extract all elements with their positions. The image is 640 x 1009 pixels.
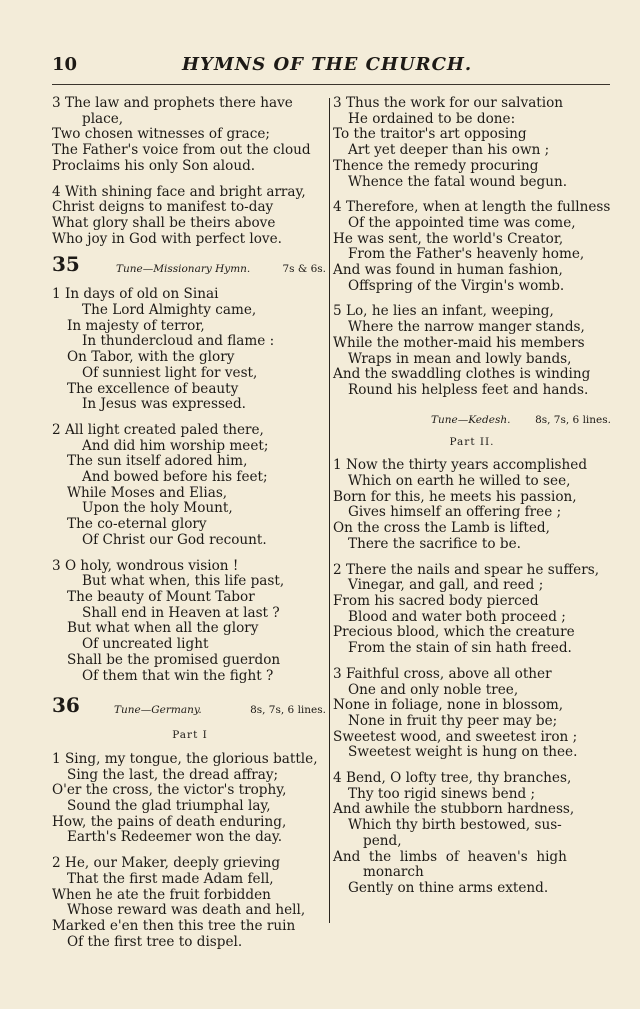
- verse-line: Who joy in God with perfect love.: [52, 230, 282, 247]
- verse-line: Of the appointed time was come,: [348, 214, 576, 231]
- verse-line: From the Father's heavenly home,: [348, 246, 585, 263]
- verse-line: Gently on thine arms extend.: [348, 879, 549, 896]
- verse-line: Gives himself an offering free ;: [348, 504, 562, 521]
- verse-line: O'er the cross, the victor's trophy,: [52, 782, 287, 799]
- verse-line: And bowed before his feet;: [82, 469, 268, 486]
- verse-line: He ordained to be done:: [348, 110, 516, 127]
- stanza: [52, 752, 328, 846]
- meter: 7s & 6s.: [282, 263, 326, 276]
- page-header: [52, 54, 610, 78]
- verse-line: That the first made Adam fell,: [67, 870, 274, 887]
- tune-heading: [333, 413, 611, 431]
- verse-line: In Jesus was expressed.: [82, 396, 246, 413]
- verse-line: Thy too rigid sinews bend ;: [348, 785, 536, 802]
- tune-name: Tune—Kedesh.: [431, 413, 511, 426]
- stanza: [333, 667, 611, 761]
- verse-line: The Lord Almighty came,: [82, 302, 257, 319]
- verse-line: Shall end in Heaven at last ?: [82, 604, 280, 621]
- verse-line: Of Christ our God recount.: [82, 531, 267, 548]
- verse-line: In majesty of terror,: [67, 317, 205, 334]
- verse-line: On the cross the Lamb is lifted,: [333, 520, 550, 537]
- verse-line: Wraps in mean and lowly bands,: [348, 350, 572, 367]
- verse-line: And the swaddling clothes is winding: [333, 366, 591, 383]
- verse-line: Offspring of the Virgin's womb.: [348, 277, 565, 294]
- right-column: [333, 96, 611, 907]
- verse-line: Art yet deeper than his own ;: [348, 142, 550, 159]
- stanza: [52, 185, 328, 248]
- stanza: [333, 200, 611, 294]
- verse-line: Thence the remedy procuring: [333, 157, 539, 174]
- verse-line: The beauty of Mount Tabor: [67, 588, 255, 605]
- verse-line: Two chosen witnesses of grace;: [52, 126, 270, 143]
- verse-line: What glory shall be theirs above: [52, 214, 276, 231]
- stanza: [333, 771, 611, 897]
- verse-line: Earth's Redeemer won the day.: [67, 829, 283, 846]
- verse-line: Whence the fatal wound begun.: [348, 173, 568, 190]
- stanza: [52, 96, 328, 175]
- verse-line: None in fruit thy peer may be;: [348, 712, 558, 729]
- verse-line: 3 O holy, wondrous vision !: [52, 557, 239, 574]
- verse-line: Of the first tree to dispel.: [67, 933, 243, 950]
- verse-line: 2 He, our Maker, deeply grieving: [52, 855, 281, 872]
- verse-line: Sweetest wood, and sweetest iron ;: [333, 728, 578, 745]
- verse-line: Sweetest weight is hung on thee.: [348, 744, 578, 761]
- verse-line: Christ deigns to manifest to-day: [52, 199, 274, 216]
- verse-line: Which thy birth bestowed, sus-: [348, 817, 562, 834]
- verse-line: 2 All light created paled there,: [52, 421, 264, 438]
- verse-line: Whose reward was death and hell,: [67, 902, 306, 919]
- verse-line: 5 Lo, he lies an infant, weeping,: [333, 303, 554, 320]
- tune-name: Tune—Germany.: [114, 704, 202, 717]
- verse-line: Sound the glad triumphal lay,: [67, 798, 271, 815]
- verse-line: 4 Therefore, when at length the fullness: [333, 199, 611, 216]
- tune-name: Tune—Missionary Hymn.: [116, 263, 251, 276]
- verse-line: And was found in human fashion,: [333, 262, 563, 279]
- verse-line: 2 There the nails and spear he suffers,: [333, 561, 600, 578]
- verse-line: monarch: [363, 864, 424, 881]
- verse-line: Sing the last, the dread affray;: [67, 766, 279, 783]
- stanza: [52, 559, 328, 685]
- verse-line: From the stain of sin hath freed.: [348, 640, 572, 657]
- stanza: [333, 96, 611, 190]
- verse-line: Round his helpless feet and hands.: [348, 381, 589, 398]
- hymn-number: 35: [52, 252, 80, 277]
- header-rule: [52, 84, 610, 85]
- verse-line: Which on earth he willed to see,: [348, 473, 571, 490]
- hymn-number: 36: [52, 693, 80, 718]
- verse-line: Of them that win the fight ?: [82, 667, 274, 684]
- running-title: HYMNS OF THE CHURCH.: [182, 54, 473, 75]
- part-label: Part II.: [449, 435, 495, 448]
- verse-line: 1 In days of old on Sinai: [52, 286, 219, 303]
- verse-line: On Tabor, with the glory: [67, 349, 235, 366]
- hymn-heading: [52, 693, 328, 722]
- verse-line: pend,: [363, 832, 402, 849]
- verse-line: While Moses and Elias,: [67, 484, 228, 501]
- verse-line: When he ate the fruit forbidden: [52, 886, 271, 903]
- stanza: [52, 287, 328, 413]
- verse-line: 3 Faithful cross, above all other: [333, 665, 552, 682]
- verse-line: The Father's voice from out the cloud: [52, 142, 311, 159]
- verse-line: To the traitor's art opposing: [333, 126, 527, 143]
- verse-line: Where the narrow manger stands,: [348, 319, 585, 336]
- verse-line: 1 Now the thirty years accomplished: [333, 457, 588, 474]
- verse-line: And awhile the stubborn hardness,: [333, 801, 575, 818]
- verse-line: How, the pains of death enduring,: [52, 813, 287, 830]
- verse-line: Precious blood, which the creature: [333, 624, 575, 641]
- verse-line: Marked e'en then this tree the ruin: [52, 917, 296, 934]
- verse-line: Vinegar, and gall, and reed ;: [348, 577, 544, 594]
- verse-line: And did him worship meet;: [82, 437, 269, 454]
- verse-line: None in foliage, none in blossom,: [333, 697, 564, 714]
- verse-line: But what when all the glory: [67, 620, 259, 637]
- verse-line: Upon the holy Mount,: [82, 500, 233, 517]
- verse-line: And the limbs of heaven's high: [333, 848, 567, 865]
- verse-line: There the sacrifice to be.: [348, 535, 521, 552]
- meter: 8s, 7s, 6 lines.: [535, 413, 611, 426]
- verse-line: Proclaims his only Son aloud.: [52, 157, 256, 174]
- stanza: [333, 563, 611, 657]
- verse-line: 1 Sing, my tongue, the glorious battle,: [52, 750, 318, 767]
- left-column: [52, 96, 328, 960]
- verse-line: 4 With shining face and bright array,: [52, 183, 306, 200]
- verse-line: While the mother-maid his members: [333, 334, 585, 351]
- verse-line: 3 The law and prophets there have: [52, 95, 293, 111]
- verse-line: The excellence of beauty: [67, 380, 239, 397]
- verse-line: He was sent, the world's Creator,: [333, 230, 564, 247]
- meter: 8s, 7s, 6 lines.: [250, 704, 326, 717]
- verse-line: Blood and water both proceed ;: [348, 608, 566, 625]
- part-label: Part I: [172, 729, 208, 742]
- verse-line: Of uncreated light: [82, 636, 209, 653]
- verse-line: From his sacred body pierced: [333, 592, 539, 609]
- stanza: [333, 458, 611, 552]
- verse-line: Of sunniest light for vest,: [82, 364, 258, 381]
- verse-line: The co-eternal glory: [67, 516, 207, 533]
- verse-line: One and only noble tree,: [348, 681, 519, 698]
- column-divider: [329, 98, 330, 923]
- stanza: [333, 304, 611, 398]
- verse-line: The sun itself adored him,: [67, 453, 248, 470]
- verse-line: 4 Bend, O lofty tree, thy branches,: [333, 770, 572, 787]
- verse-line: Born for this, he meets his passion,: [333, 488, 577, 505]
- verse-line: place,: [82, 110, 124, 127]
- page-number: 10: [52, 54, 78, 75]
- verse-line: 3 Thus the work for our salvation: [333, 95, 564, 111]
- stanza: [52, 856, 328, 950]
- verse-line: In thundercloud and flame :: [82, 333, 275, 350]
- hymn-heading: [52, 252, 328, 281]
- verse-line: But what when, this life past,: [82, 573, 285, 590]
- stanza: [52, 423, 328, 549]
- verse-line: Shall be the promised guerdon: [67, 651, 281, 668]
